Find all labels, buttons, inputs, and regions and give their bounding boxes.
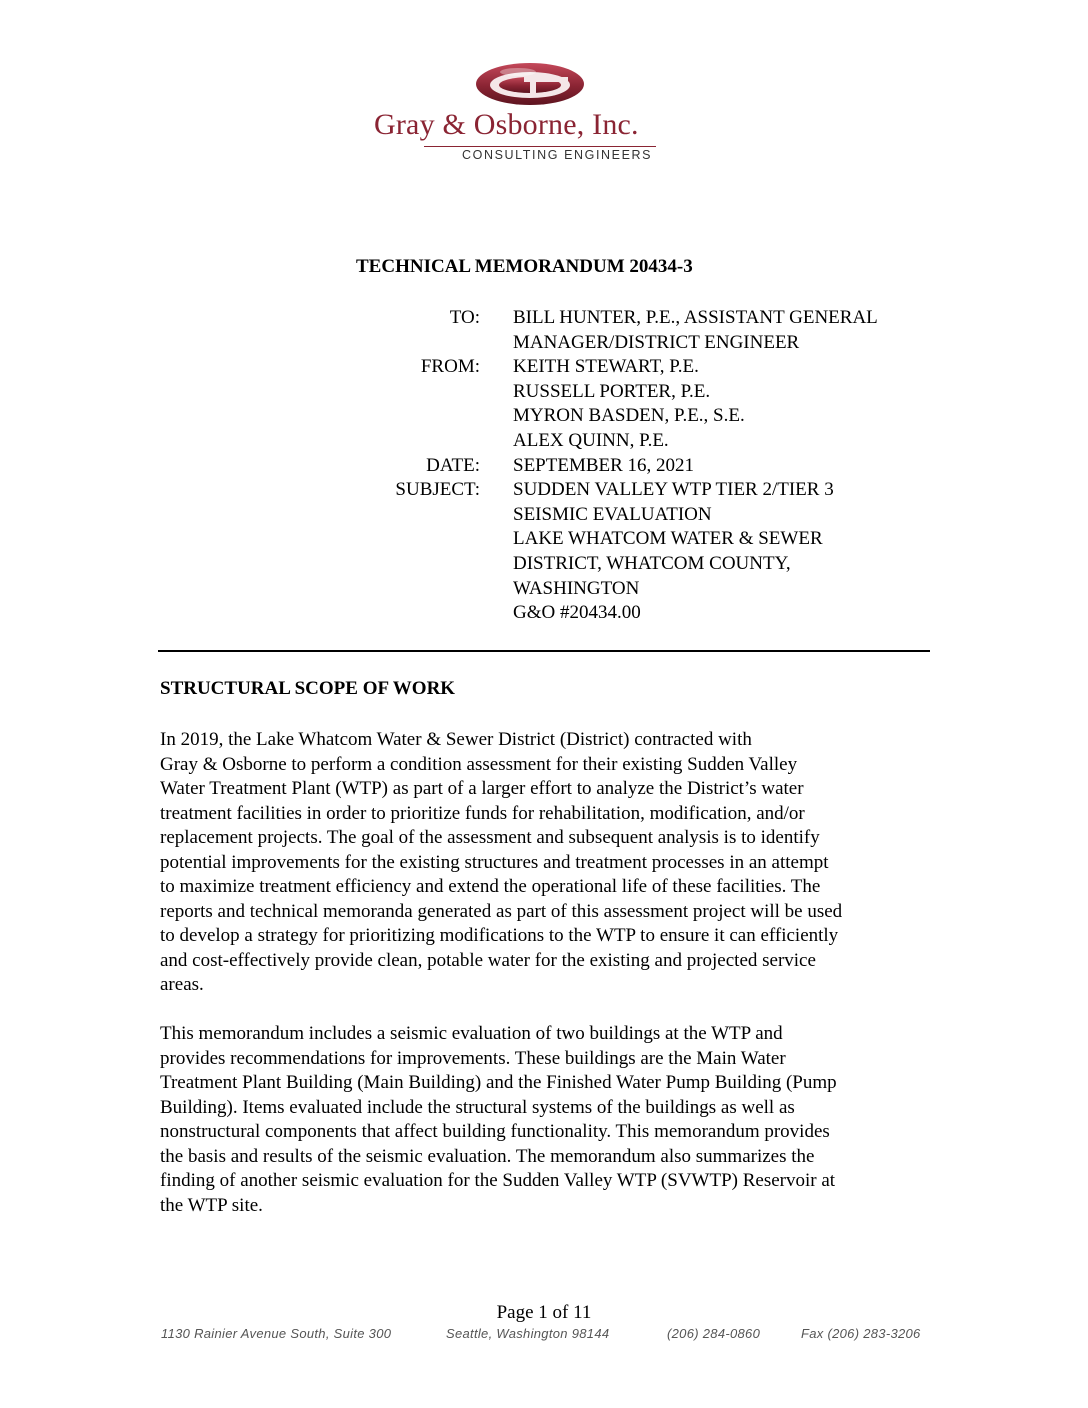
section-heading: STRUCTURAL SCOPE OF WORK bbox=[160, 678, 456, 699]
paragraph-line: provides recommendations for improvements. These buildings are the Main Water bbox=[160, 1047, 786, 1069]
subject-label: SUBJECT: bbox=[395, 479, 480, 501]
paragraph-line: Gray & Osborne to perform a condition assessment for their existing Sudden Valley bbox=[160, 753, 798, 775]
footer-fax: Fax (206) 283-3206 bbox=[801, 1326, 921, 1341]
memo-header bbox=[0, 306, 1088, 626]
paragraph-line: the WTP site. bbox=[160, 1194, 263, 1216]
from-line: KEITH STEWART, P.E. bbox=[513, 356, 699, 378]
paragraph-line: finding of another seismic evaluation for the Sudden Valley WTP (SVWTP) Reservoir at bbox=[160, 1170, 836, 1191]
paragraph-1 bbox=[160, 728, 960, 998]
paragraph-line: and cost-effectively provide clean, potable water for the existing and projected service bbox=[160, 949, 816, 971]
from-line: ALEX QUINN, P.E. bbox=[513, 429, 669, 451]
header-divider bbox=[158, 650, 930, 652]
page-number: Page 1 of 11 bbox=[496, 1302, 592, 1323]
paragraph-line: In 2019, the Lake Whatcom Water & Sewer District (District) contracted with bbox=[160, 729, 752, 750]
from-line: RUSSELL PORTER, P.E. bbox=[513, 380, 711, 402]
paragraph-line: to maximize treatment efficiency and extend the operational life of these facilities. The bbox=[160, 876, 821, 897]
logo-divider bbox=[424, 146, 656, 147]
page-footer bbox=[0, 1326, 1088, 1346]
paragraph-line: Water Treatment Plant (WTP) as part of a larger effort to analyze the District’s water bbox=[160, 778, 804, 799]
subject-line: DISTRICT, WHATCOM COUNTY, bbox=[513, 552, 791, 574]
subject-values bbox=[513, 478, 834, 626]
from-row bbox=[0, 355, 1088, 453]
to-values bbox=[513, 306, 878, 355]
paragraph-line: treatment facilities in order to prioritize funds for rehabilitation, modification, and/or bbox=[160, 802, 805, 824]
subject-row bbox=[0, 478, 1088, 626]
company-name: Gray & Osborne, Inc. bbox=[374, 108, 639, 141]
subject-line: WASHINGTON bbox=[513, 577, 640, 599]
date-value: SEPTEMBER 16, 2021 bbox=[513, 454, 695, 476]
paragraph-line: Building). Items evaluated include the structural systems of the buildings as well as bbox=[160, 1096, 795, 1118]
date-row bbox=[0, 454, 1088, 479]
to-line: MANAGER/DISTRICT ENGINEER bbox=[513, 331, 800, 353]
footer-city: Seattle, Washington 98144 bbox=[446, 1326, 610, 1341]
paragraph-2 bbox=[160, 1022, 960, 1218]
footer-phone: (206) 284-0860 bbox=[667, 1326, 761, 1341]
subject-line: SEISMIC EVALUATION bbox=[513, 503, 712, 525]
paragraph-line: to develop a strategy for prioritizing modifications to the WTP to ensure it can efficiently bbox=[160, 925, 839, 946]
paragraph-line: This memorandum includes a seismic evaluation of two buildings at the WTP and bbox=[160, 1023, 783, 1044]
from-values bbox=[513, 355, 745, 453]
paragraph-line: Treatment Plant Building (Main Building) and the Finished Water Pump Building (Pump bbox=[160, 1072, 837, 1093]
date-label: DATE: bbox=[426, 454, 480, 476]
memo-title: TECHNICAL MEMORANDUM 20434-3 bbox=[356, 256, 693, 277]
from-label: FROM: bbox=[420, 356, 480, 378]
subject-line: G&O #20434.00 bbox=[513, 602, 641, 624]
paragraph-line: replacement projects. The goal of the assessment and subsequent analysis is to identify bbox=[160, 827, 820, 848]
to-label: TO: bbox=[449, 307, 480, 328]
footer-address: 1130 Rainier Avenue South, Suite 300 bbox=[161, 1326, 392, 1341]
subject-line: SUDDEN VALLEY WTP TIER 2/TIER 3 bbox=[513, 479, 834, 501]
company-logo bbox=[370, 60, 720, 170]
paragraph-line: areas. bbox=[160, 974, 204, 995]
paragraph-line: the basis and results of the seismic evaluation. The memorandum also summarizes the bbox=[160, 1145, 815, 1167]
from-line: MYRON BASDEN, P.E., S.E. bbox=[513, 405, 745, 427]
paragraph-line: reports and technical memoranda generated as part of this assessment project will be used bbox=[160, 900, 843, 922]
date-values bbox=[513, 454, 694, 479]
go-emblem-icon bbox=[474, 60, 586, 108]
to-line: BILL HUNTER, P.E., ASSISTANT GENERAL bbox=[513, 307, 878, 328]
to-row bbox=[0, 306, 1088, 355]
paragraph-line: potential improvements for the existing structures and treatment processes in an attempt bbox=[160, 851, 829, 873]
subject-line: LAKE WHATCOM WATER & SEWER bbox=[513, 528, 823, 550]
company-tagline: CONSULTING ENGINEERS bbox=[462, 148, 653, 162]
paragraph-line: nonstructural components that affect building functionality. This memorandum provides bbox=[160, 1121, 830, 1142]
